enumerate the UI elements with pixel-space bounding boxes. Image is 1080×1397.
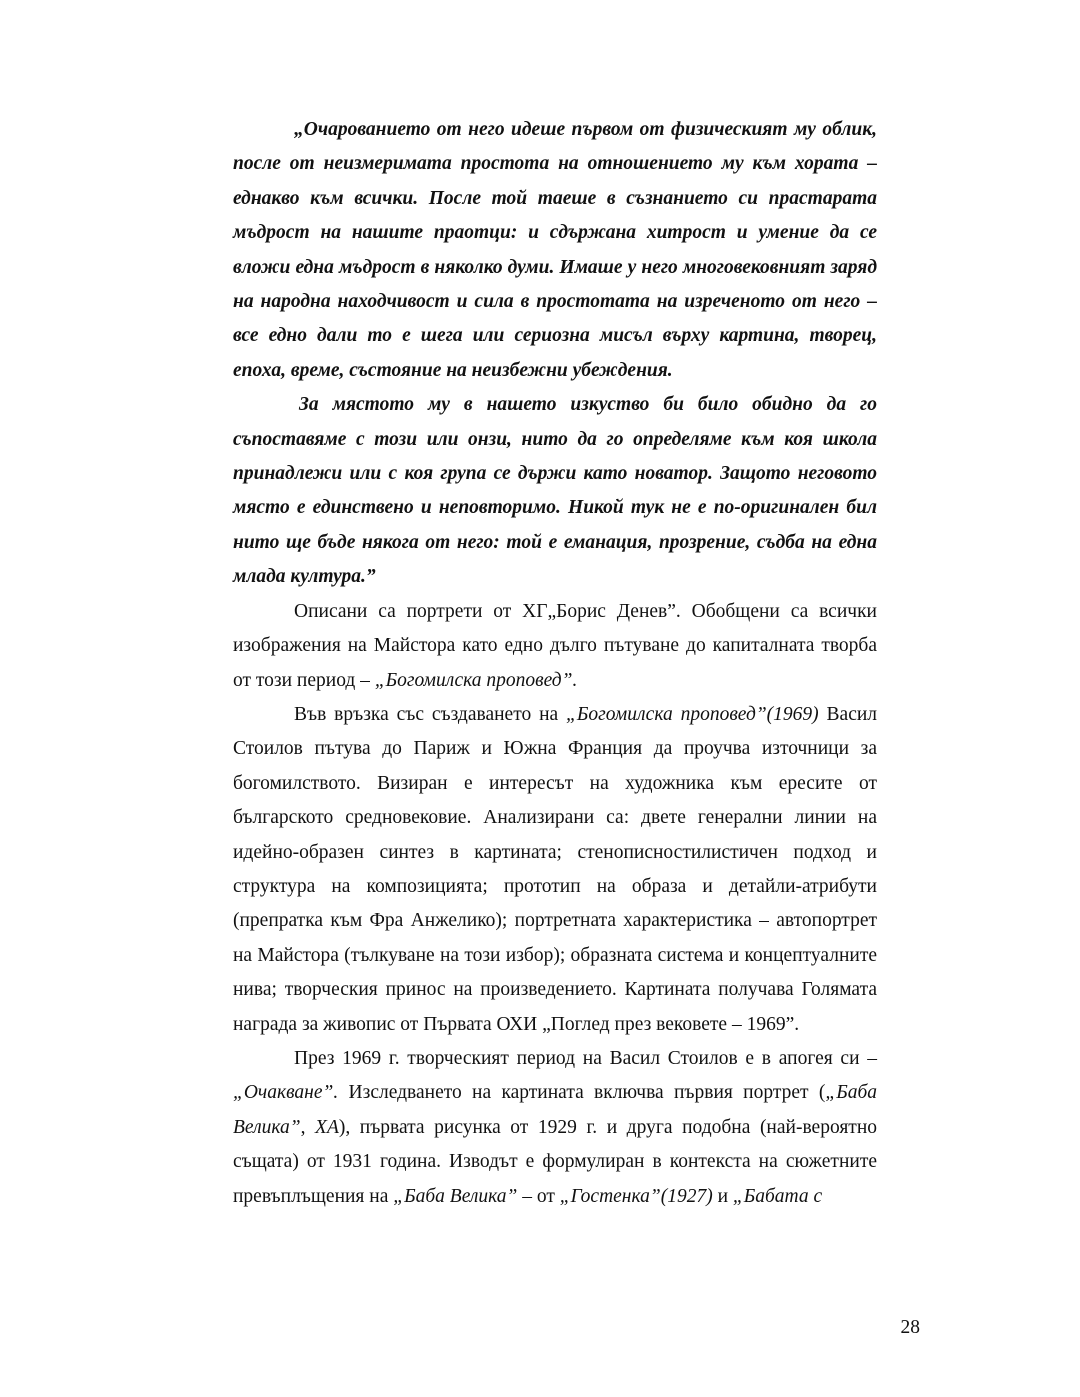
italic-title: „Баба Велика”: [233, 1082, 877, 1138]
text-run: Васил Стоилов пътува до Париж и Южна Франция да проучва източници за богомилството. Визиран е интересът на художника към ересите от българското средновековие. Анализирани са: двете генерални линии на идейно-образен синтез в картината; стенописностилистичен подход и структура на композицията; прототип на образа и детайли-атрибути (препратка към Фра Анжелико); портретната характеристика – автопортрет на Майстора (тълкуване на този избор); образната система и концептуалните нива; творческия принос на произведението. Картината получава Голямата награда за живопис от Първата ОХИ „Поглед през вековете – 1969”.: [233, 703, 878, 1035]
italic-title: „Богомилска проповед”(1969): [566, 703, 819, 725]
text-run: През 1969 г. творческият период на Васил Стоилов е в апогея си –: [294, 1047, 877, 1069]
body-text: [233, 113, 877, 1214]
quote-paragraph-2: За мястото му в нашето изкуство би било обидно да го съпоставяме с този или онзи, нито да го определяме към коя школа принадлежи или с коя група се държи като новатор. Защото неговото място е единствено и неповторимо. Никой тук не е по-оригинален бил нито ще бъде някога от него: той е еманация, прозрение, съдба на една млада култура.”: [233, 394, 877, 588]
italic-title: „Баба Велика”: [393, 1185, 518, 1207]
quote-paragraph-1: „Очарованието от него идеше първом от физическият му облик, после от неизмеримата простота на отношението му към хората – еднакво към всички. После той таеше в съзнанието си прастарата мъдрост на нашите праотци: и сдържана хитрост и умение да се вложи една мъдрост в няколко думи. Имаше у него многовековният заряд на народна находчивост и сила в простотата на изреченото от него – все едно дали то е шега или сериозна мисъл върху картина, творец, епоха, време, състояние на неизбежни убеждения.: [233, 119, 877, 381]
italic-title: „Очакване”.: [233, 1082, 339, 1104]
paragraph-bogomil-sermon: [233, 698, 877, 1042]
text-run: – от: [517, 1185, 560, 1207]
text-run: Описани са портрети от ХГ„Борис Денев”. Обобщени са всички изображения на Майстора като едно дълго пътуване до капиталната творба от този период –: [233, 600, 877, 691]
text-run: Изследването на картината включва първия портрет (: [338, 1082, 826, 1104]
paragraph-portraits: [233, 595, 877, 698]
paragraph-expectation: [233, 1042, 877, 1214]
text-run: и: [712, 1185, 733, 1207]
text-run: Във връзка със създаването на: [294, 703, 567, 725]
italic-title: „Богомилска проповед”.: [374, 669, 578, 691]
italic-abbrev: ХА: [315, 1116, 339, 1138]
text-run: ,: [300, 1116, 316, 1138]
italic-title: „Бабата с: [732, 1185, 823, 1207]
page-number: 28: [900, 1317, 920, 1338]
italic-title: „Гостенка”(1927): [559, 1185, 713, 1207]
text-run: ), първата рисунка от 1929 г. и друга подобна (най-вероятно същата) от 1931 година. Изводът е формулиран в контекста на сюжетните превъплъщения на: [233, 1116, 878, 1207]
